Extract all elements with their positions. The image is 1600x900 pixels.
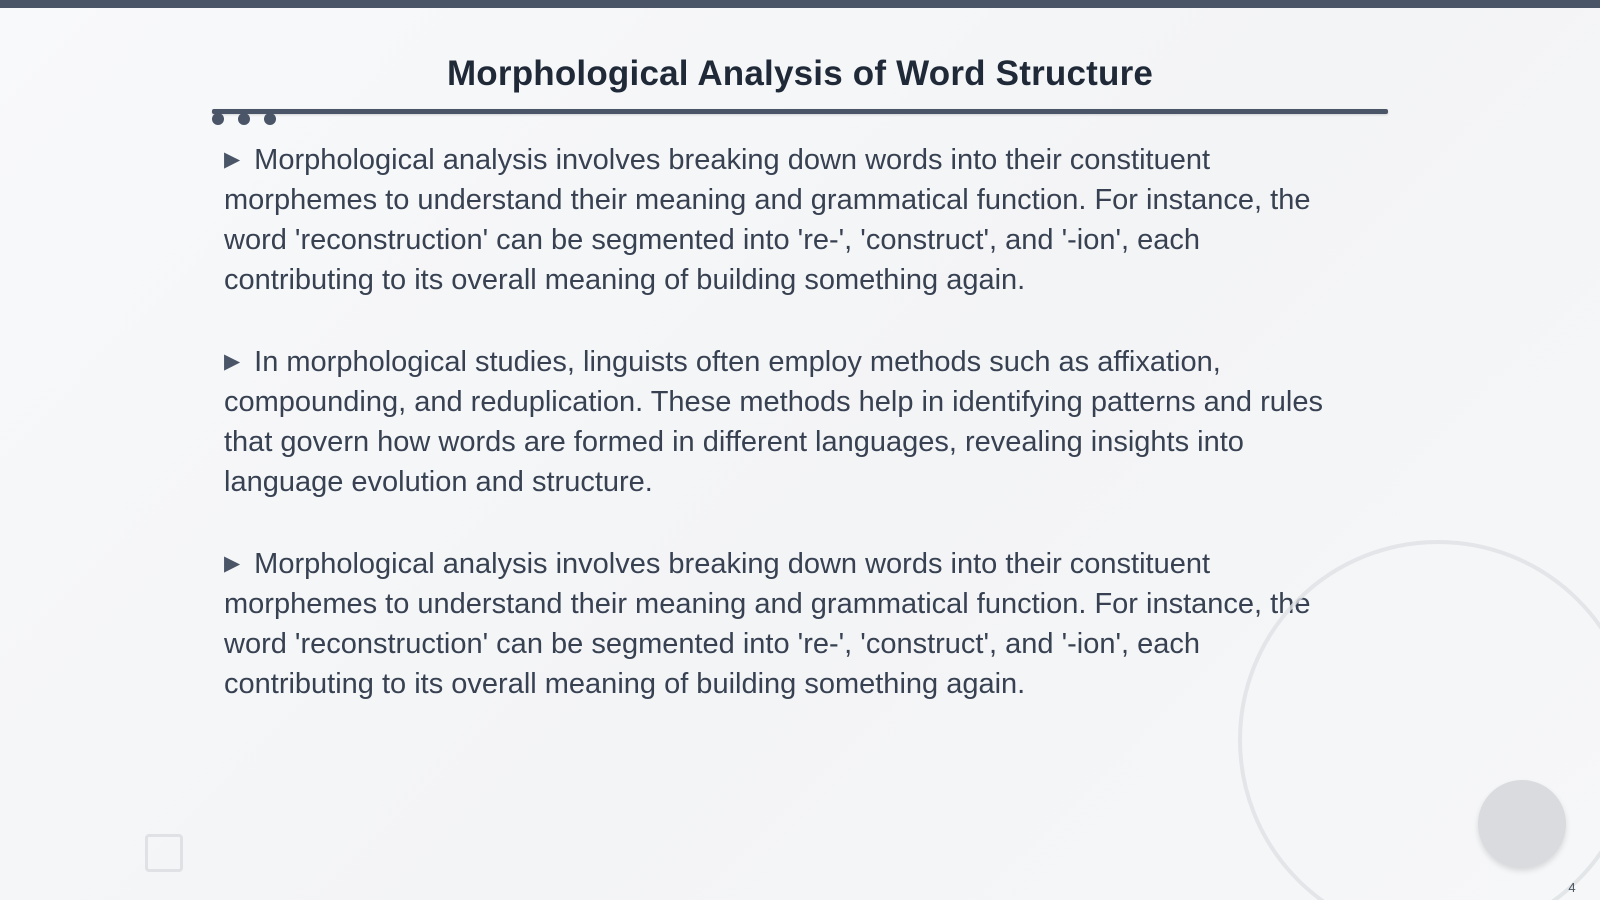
triangle-bullet-icon: ▶ (224, 148, 241, 171)
top-accent-bar (0, 0, 1600, 8)
bullet-item (224, 342, 1334, 502)
bullet-text: Morphological analysis involves breaking down words into their constituent morphemes to understand their meaning and grammatical function. For instance, the word 'reconstruction' can be segmented into 're-', 'construct', and '-ion', each contributing to its overall meaning of building something again. (224, 144, 1311, 296)
divider-dots (212, 113, 282, 127)
bullet-item (224, 140, 1334, 300)
dot-icon (264, 113, 276, 125)
decorative-square (145, 834, 183, 872)
dot-icon (238, 113, 250, 125)
bullet-text: Morphological analysis involves breaking down words into their constituent morphemes to understand their meaning and grammatical function. For instance, the word 'reconstruction' can be segmented into 're-', 'construct', and '-ion', each contributing to its overall meaning of building something again. (224, 548, 1311, 700)
triangle-bullet-icon: ▶ (224, 552, 241, 575)
triangle-bullet-icon: ▶ (224, 350, 241, 373)
bullet-text: In morphological studies, linguists often employ methods such as affixation, compounding, and reduplication. These methods help in identifying patterns and rules that govern how words are formed in different languages, revealing insights into language evolution and structure. (224, 346, 1323, 498)
bullet-item (224, 544, 1334, 704)
slide-title: Morphological Analysis of Word Structure (446, 54, 1154, 93)
dot-icon (212, 113, 224, 125)
title-divider (212, 109, 1388, 114)
decorative-disc (1478, 780, 1566, 868)
bullet-list (224, 140, 1334, 746)
page-number: 4 (1568, 880, 1576, 895)
